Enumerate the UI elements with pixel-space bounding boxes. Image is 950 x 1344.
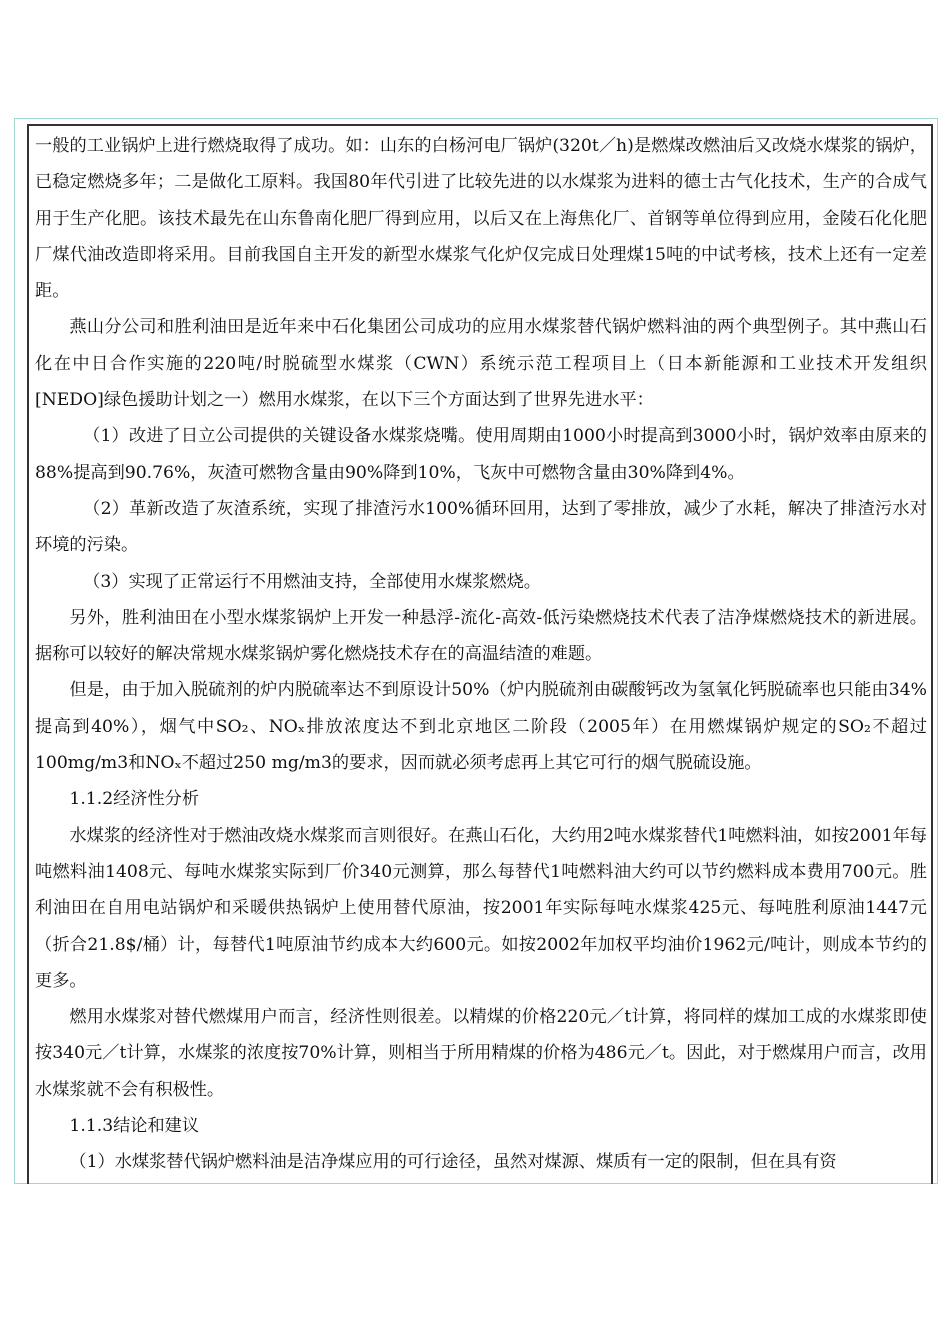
paragraph: 燃用水煤浆对替代燃煤用户而言，经济性则很差。以精煤的价格220元／t计算，将同样的煤加工成的水煤浆即使按340元／t计算，水煤浆的浓度按70%计算，则相当于所用精煤的价格为486元／t。因此，对于燃煤用户而言，改用水煤浆就不会有积极性。 xyxy=(35,1007,927,1100)
document-body xyxy=(35,128,927,1181)
paragraph: 燕山分公司和胜利油田是近年来中石化集团公司成功的应用水煤浆替代锅炉燃料油的两个典型例子。其中燕山石化在中日合作实施的220吨/时脱硫型水煤浆（CWN）系统示范工程项目上（日本新能源和工业技术开发组织[NEDO]绿色援助计划之一）燃用水煤浆，在以下三个方面达到了世界先进水平： xyxy=(35,317,927,411)
paragraph: 水煤浆的经济性对于燃油改烧水煤浆而言则很好。在燕山石化，大约用2吨水煤浆替代1吨燃料油，如按2001年每吨燃料油1408元、每吨水煤浆实际到厂价340元测算，那么每替代1吨燃料油大约可以节约燃料成本费用700元。胜利油田在自用电站锅炉和采暖供热锅炉上使用替代原油，按2001年实际每吨水煤浆425元、每吨胜利原油1447元（折合21.8$/桶）计，每替代1吨原油节约成本大约600元。如按2002年加权平均油价1962元/吨计，则成本节约的更多。 xyxy=(35,825,927,991)
paragraph: （2）革新改造了灰渣系统，实现了排渣污水100%循环回用，达到了零排放，减少了水耗，解决了排渣污水对环境的污染。 xyxy=(35,498,927,556)
paragraph: （1）水煤浆替代锅炉燃料油是洁净煤应用的可行途径，虽然对煤源、煤质有一定的限制，但在具有资 xyxy=(69,1152,837,1173)
paragraph: 一般的工业锅炉上进行燃烧取得了成功。如：山东的白杨河电厂锅炉(320t／h)是燃煤改燃油后又改烧水煤浆的锅炉，已稳定燃烧多年；二是做化工原料。我国80年代引进了比较先进的以水煤浆为进料的德士古气化技术，生产的合成气用于生产化肥。该技术最先在山东鲁南化肥厂得到应用，以后又在上海焦化厂、首钢等单位得到应用，金陵石化化肥厂煤代油改造即将采用。目前我国自主开发的新型水煤浆气化炉仅完成日处理煤15吨的中试考核，技术上还有一定差距。 xyxy=(35,136,927,302)
section-heading: 1.1.3结论和建议 xyxy=(69,1116,200,1137)
paragraph: 但是，由于加入脱硫剂的炉内脱硫率达不到原设计50%（炉内脱硫剂由碳酸钙改为氢氧化钙脱硫率也只能由34%提高到40%），烟气中SO₂、NOₓ排放浓度达不到北京地区二阶段（2005年）在用燃煤锅炉规定的SO₂不超过100mg/m3和NOₓ不超过250 mg/m3的要求，因而就必须考虑再上其它可行的烟气脱硫设施。 xyxy=(35,680,927,774)
paragraph: （3）实现了正常运行不用燃油支持，全部使用水煤浆燃烧。 xyxy=(83,571,541,592)
paragraph: （1）改进了日立公司提供的关键设备水煤浆烧嘴。使用周期由1000小时提高到3000小时，锅炉效率由原来的88%提高到90.76%，灰渣可燃物含量由90%降到10%，飞灰中可燃物含量由30%降到4%。 xyxy=(35,426,927,483)
paragraph: 另外，胜利油田在小型水煤浆锅炉上开发一种悬浮-流化-高效-低污染燃烧技术代表了洁净煤燃烧技术的新进展。据称可以较好的解决常规水煤浆锅炉雾化燃烧技术存在的高温结渣的难题。 xyxy=(35,607,927,665)
section-heading: 1.1.2经济性分析 xyxy=(69,789,200,810)
document-table-cell xyxy=(27,124,933,1184)
